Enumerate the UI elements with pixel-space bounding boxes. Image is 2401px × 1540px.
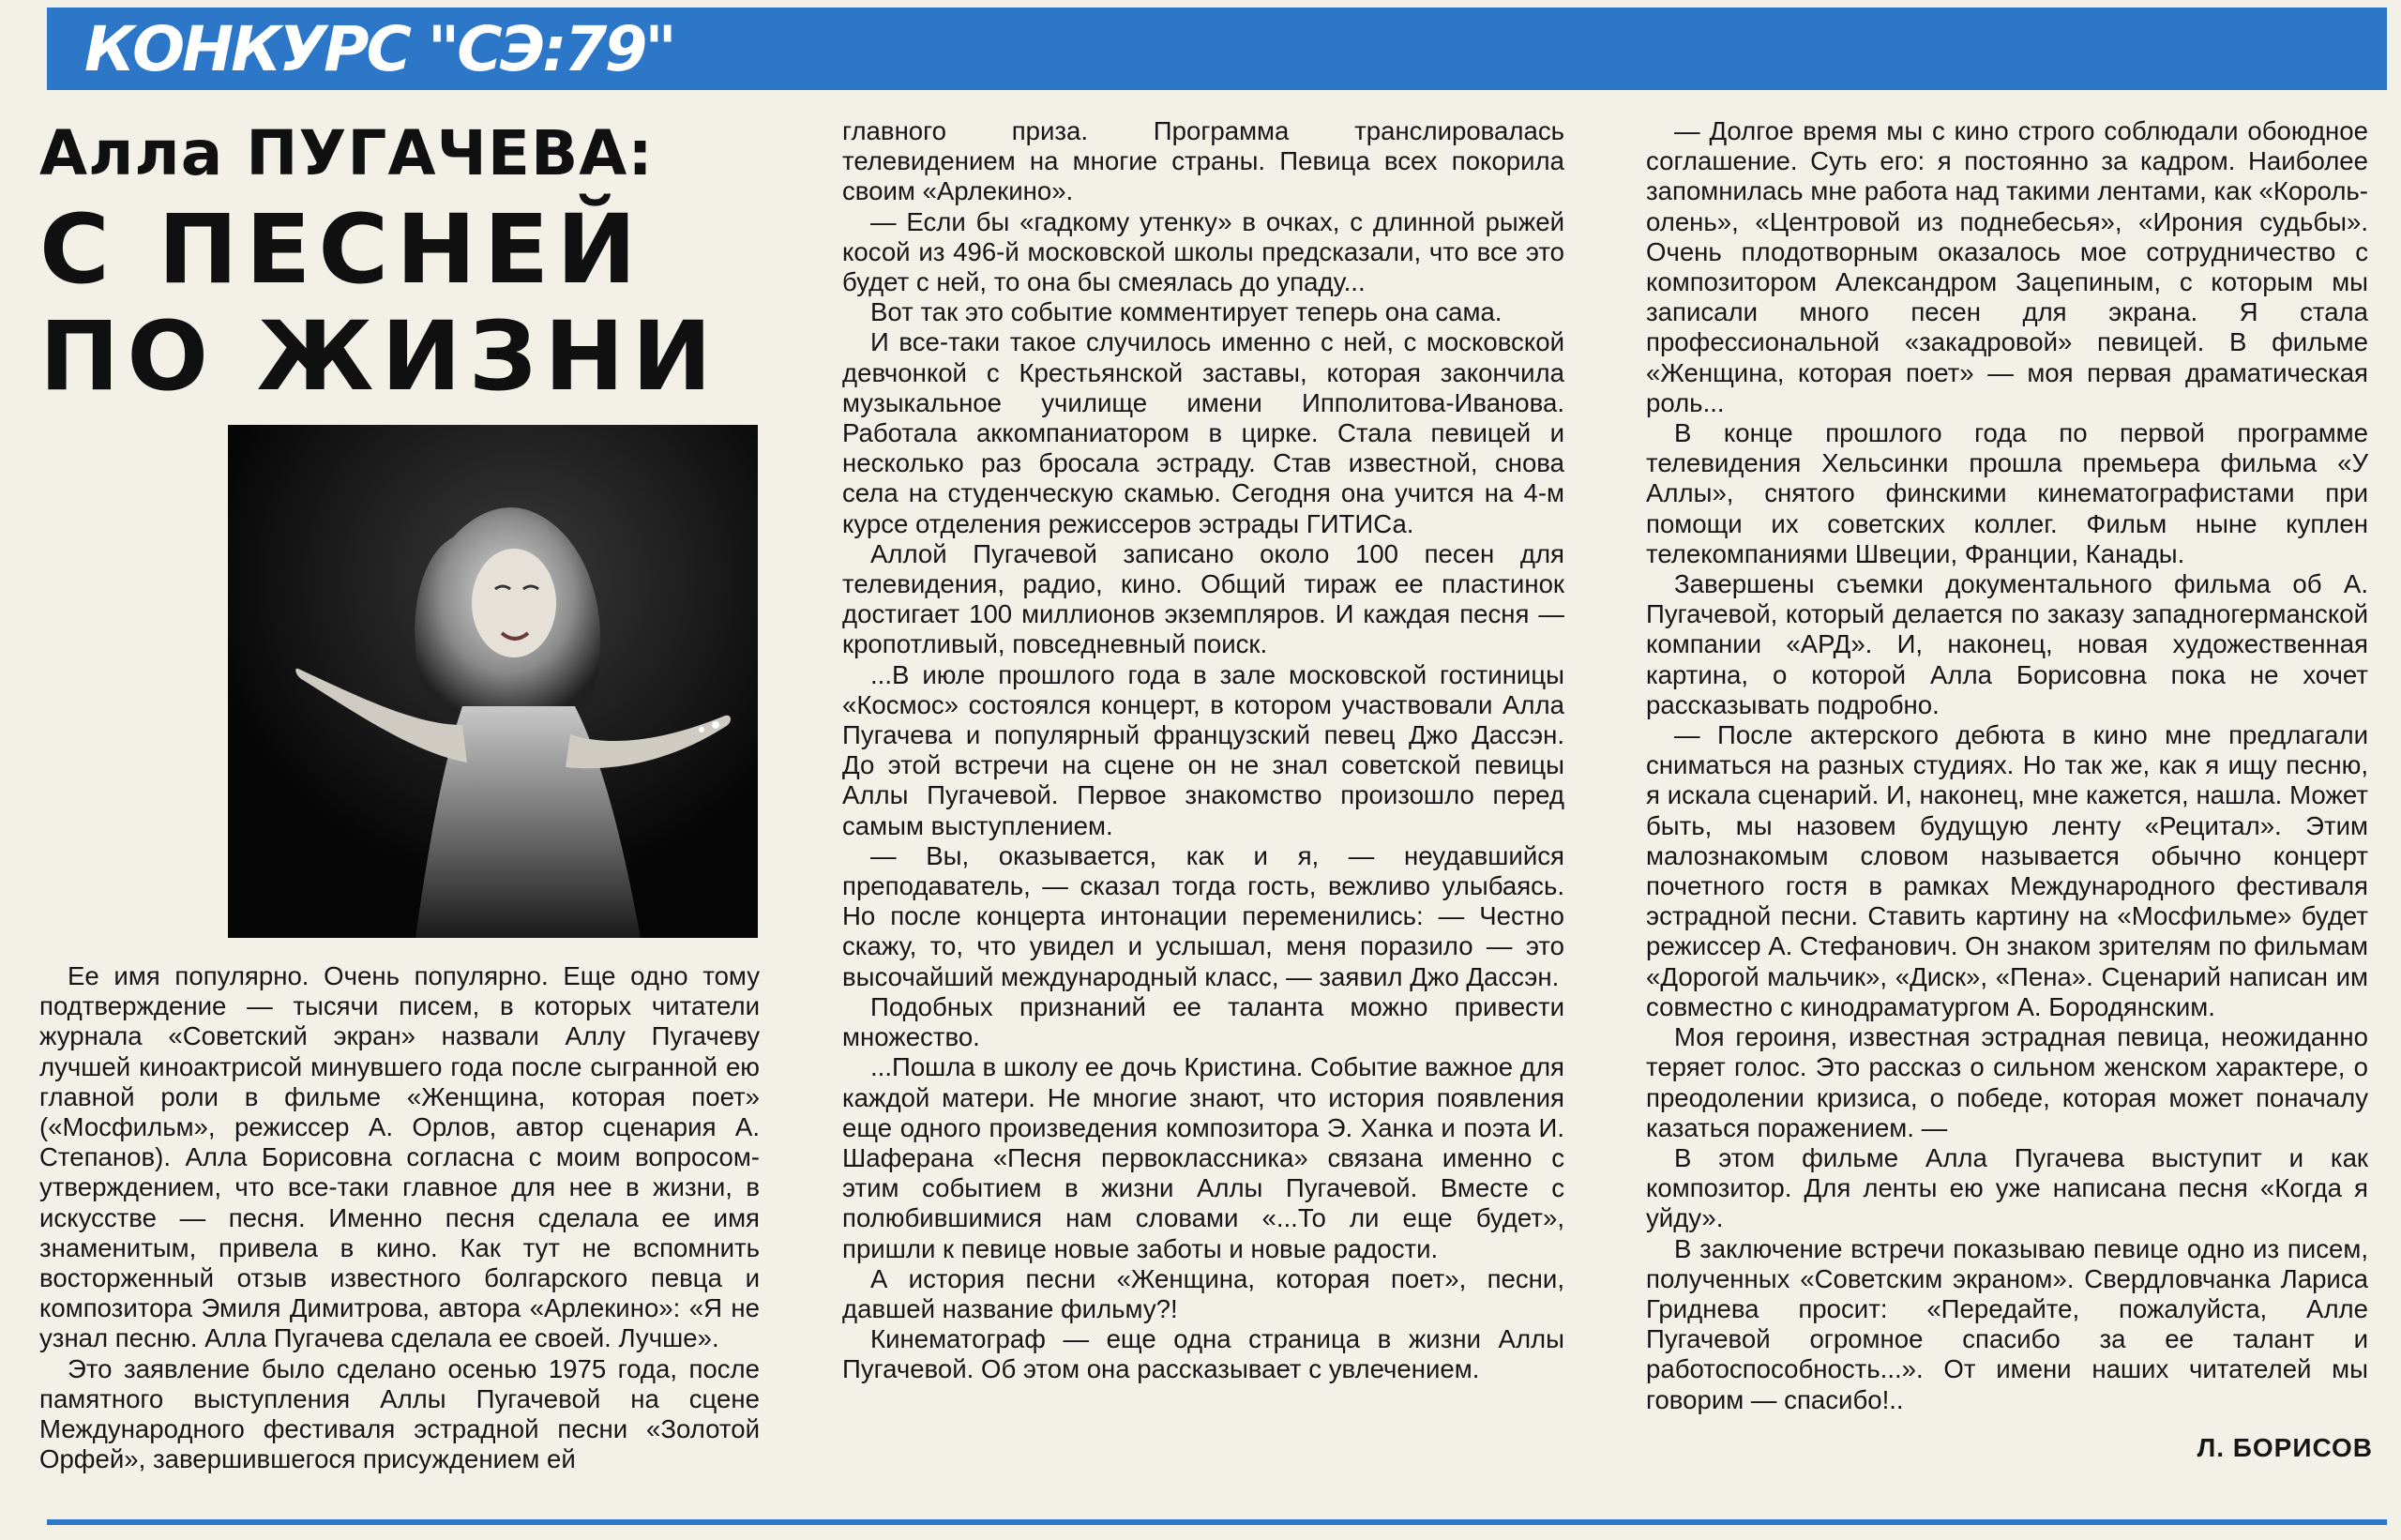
headline-line-2: С ПЕСНЕЙ xyxy=(39,194,644,306)
article-column-3 xyxy=(1646,116,2368,1415)
paragraph: Это заявление было сделано осенью 1975 года, после памятного выступления Аллы Пугачевой на сцене Международного фестиваля эстрадной песни «Золотой Орфей», завершившегося присуждением ей xyxy=(39,1353,760,1474)
banner-title: КОНКУРС "СЭ:79" xyxy=(84,13,674,85)
paragraph: Подобных признаний ее таланта можно привести множество. xyxy=(842,991,1564,1052)
paragraph: ...Пошла в школу ее дочь Кристина. Событие важное для каждой матери. Не многие знают, что история появления еще одного произведения композитора Э. Ханка и поэта И. Шаферана «Песня первоклассника» связана именно с этим событием в жизни Аллы Пугачевой. Вместе с полюбившимися нам словами «...То ли еще будет», пришли к певице новые заботы и новые радости. xyxy=(842,1052,1564,1263)
article-headline xyxy=(39,113,808,413)
paragraph: ...В июле прошлого года в зале московской гостиницы «Космос» состоялся концерт, в котором участвовали Алла Пугачева и популярный французский певец Джо Дассэн. До этой встречи на сцене он не знал советской певицы Аллы Пугачевой. Первое знакомство произошло перед самым выступлением. xyxy=(842,659,1564,840)
paragraph: В заключение встречи показываю певице одно из писем, полученных «Советским экраном». Свердловчанка Лариса Гриднева просит: «Передайте, пожалуйста, Алле Пугачевой огромное спасибо за ее талант и работоспособность...». От имени наших читателей мы говорим — спасибо!.. xyxy=(1646,1233,2368,1414)
footer-rule xyxy=(47,1519,2387,1525)
singer-photo xyxy=(228,425,758,938)
contest-banner xyxy=(47,8,2387,90)
paragraph: И все-таки такое случилось именно с ней, с московской девчонкой с Крестьянской заставы, которая закончила музыкальное училище имени Ипполитова-Иванова. Работала аккомпаниатором в цирке. Стала певицей и несколько раз бросала эстраду. Став известной, снова села на студенческую скамью. Сегодня она учится на 4-м курсе отделения режиссеров эстрады ГИТИСа. xyxy=(842,327,1564,538)
paragraph: Вот так это событие комментирует теперь она сама. xyxy=(870,297,1503,327)
paragraph: А история песни «Женщина, которая поет», песни, давшей название фильму?! xyxy=(842,1263,1564,1323)
article-column-2 xyxy=(842,116,1564,1385)
headline-line-3: ПО ЖИЗНИ xyxy=(39,301,720,413)
author-signature: Л. БОРИСОВ xyxy=(2197,1433,2373,1462)
paragraph: Моя героиня, известная эстрадная певица, неожиданно теряет голос. Это рассказ о сильном женском характере, о преодолении кризиса, о победе, которая может поначалу казаться поражением. — xyxy=(1646,1022,2368,1142)
paragraph: В этом фильме Алла Пугачева выступит и как композитор. Для ленты ею уже написана песня «Когда я уйду». xyxy=(1646,1142,2368,1233)
paragraph: Ее имя популярно. Очень популярно. Еще одно тому подтверждение — тысячи писем, в которых читатели журнала «Советский экран» назвали Аллу Пугачеву лучшей киноактрисой минувшего года после сыгранной ею главной роли в фильме «Женщина, которая поет» («Мосфильм», режиссер А. Орлов, автор сценария А. Степанов). Алла Борисовна согласна с моим вопросом-утверждением, что все-таки главное для нее в жизни, в искусстве — песня. Именно песня сделала ее имя знаменитым, привела в кино. Как тут не вспомнить восторженный отзыв известного болгарского певца и композитора Эмиля Димитрова, автора «Арлекино»: «Я не узнал песню. Алла Пугачева сделала ее своей. Лучше». xyxy=(39,961,760,1353)
paragraph: Кинематограф — еще одна страница в жизни Аллы Пугачевой. Об этом она рассказывает с увлечением. xyxy=(842,1324,1564,1384)
singer-silhouette xyxy=(228,425,758,938)
paragraph: — Долгое время мы с кино строго соблюдали обоюдное соглашение. Суть его: я постоянно за кадром. Наиболее запомнилась мне работа над такими лентами, как «Король-олень», «Центровой из поднебесья», «Ирония судьбы». Очень плодотворным оказалось мое сотрудничество с композитором Александром Зацепиным, с которым мы записали много песен для экрана. Я стала профессиональной «закадровой» певицей. В фильме «Женщина, которая поет» — моя первая драматическая роль... xyxy=(1646,116,2368,417)
paragraph: — Если бы «гадкому утенку» в очках, с длинной рыжей косой из 496-й московской школы предсказали, что все это будет с ней, то она бы смеялась до упаду... xyxy=(842,206,1564,297)
headline-line-1: Алла ПУГАЧЕВА: xyxy=(39,117,654,189)
paragraph: Завершены съемки документального фильма об А. Пугачевой, который делается по заказу западногерманской компании «АРД». И, наконец, новая художественная картина, о которой Алла Борисовна пока не хочет рассказывать подробно. xyxy=(1646,569,2368,719)
paragraph: Аллой Пугачевой записано около 100 песен для телевидения, радио, кино. Общий тираж ее пластинок достигает 100 миллионов экземпляров. И каждая песня — кропотливый, повседневный поиск. xyxy=(842,538,1564,659)
paragraph: В конце прошлого года по первой программе телевидения Хельсинки прошла премьера фильма «У Аллы», снятого финскими кинематографистами при помощи их советских коллег. Фильм ныне куплен телекомпаниями Швеции, Франции, Канады. xyxy=(1646,418,2368,568)
paragraph: — После актерского дебюта в кино мне предлагали сниматься на разных студиях. Но так же, как я ищу песню, я искала сценарий. И, наконец, мне кажется, нашла. Может быть, мы назовем будущую ленту «Рецитал». Этим малознакомым словом называется обычно концерт почетного гостя в рамках Международного фестиваля эстрадной песни. Ставить картину на «Мосфильме» будет режиссер А. Стефанович. Он знаком зрителям по фильмам «Дорогой мальчик», «Диск», «Пена». Сценарий написан им совместно с кинодраматургом А. Бородянским. xyxy=(1646,720,2368,1021)
paragraph: — Вы, оказывается, как и я, — неудавшийся преподаватель, — сказал тогда гость, вежливо улыбаясь. Но после концерта интонации переменились: — Честно скажу, то, что увидел и услышал, меня поразило — это высочайший международный класс, — заявил Джо Дассэн. xyxy=(842,840,1564,991)
paragraph: главного приза. Программа транслировалась телевидением на многие страны. Певица всех покорила своим «Арлекино». xyxy=(842,116,1564,206)
article-column-1 xyxy=(39,961,760,1474)
